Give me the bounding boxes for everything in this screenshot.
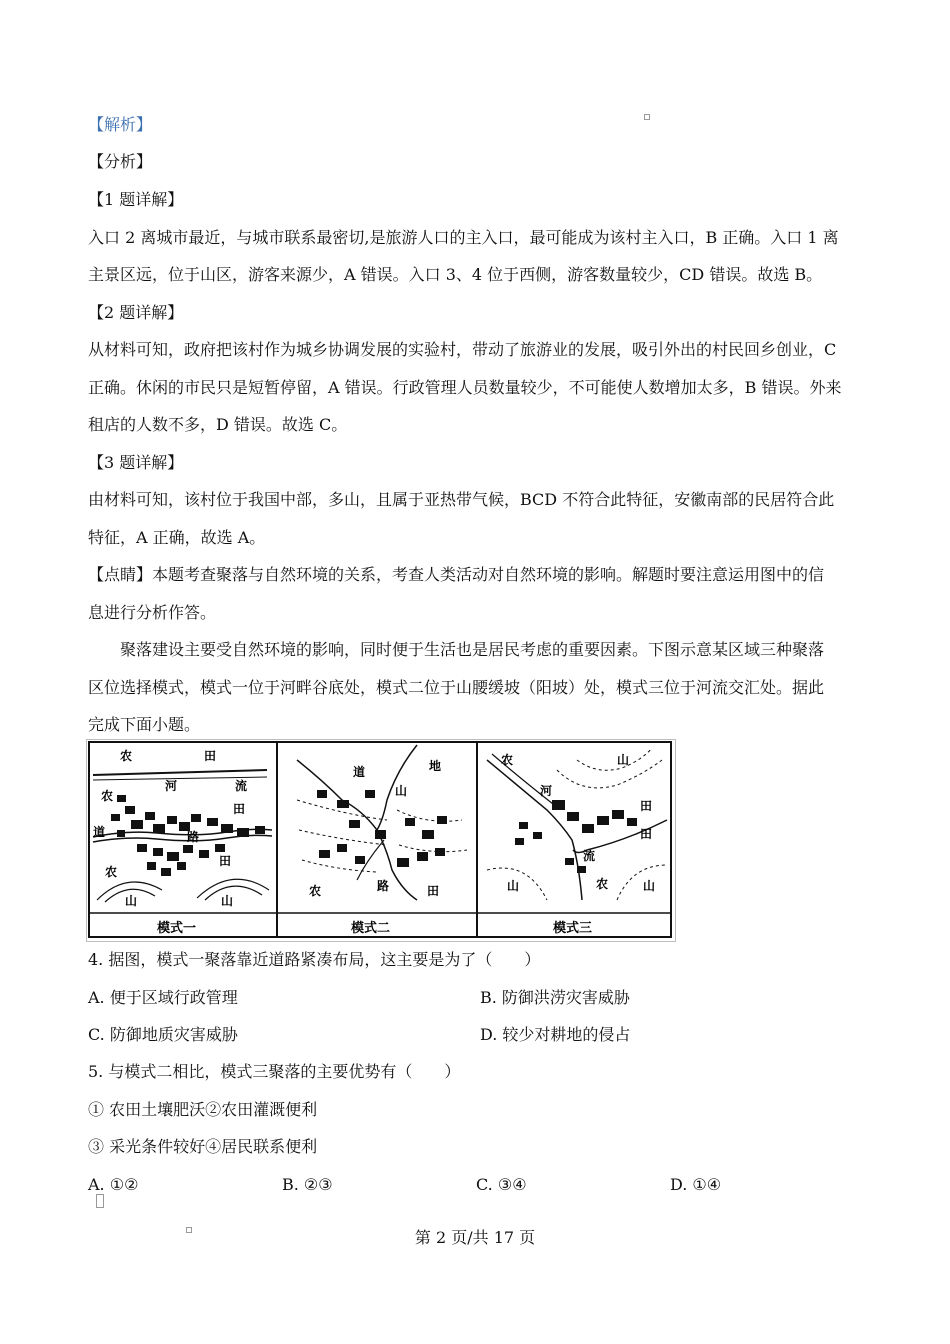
panel3-label: 农 — [501, 753, 514, 767]
panel2-label: 路 — [377, 879, 390, 893]
panel3-label: 田 — [640, 799, 653, 813]
panel3-caption: 模式三 — [553, 921, 593, 936]
panel1-label: 山 — [125, 894, 138, 908]
q4-option-a[interactable]: A. 便于区域行政管理 — [88, 988, 238, 1007]
passage-line-3: 完成下面小题。 — [88, 715, 201, 734]
q1-detail-line-2: 主景区远，位于山区，游客来源少，A 错误。入口 3、4 位于西侧，游客数量较少，CD 错误。故选 B。 — [88, 265, 823, 284]
artifact-mark — [96, 1194, 104, 1208]
panel1-label: 农 — [105, 865, 118, 879]
panel1-label: 田 — [204, 749, 217, 763]
q5-stem: 5. 与模式二相比，模式三聚落的主要优势有（ ） — [88, 1062, 461, 1081]
q2-detail-line-2: 正确。休闲的市民只是短暂停留，A 错误。行政管理人员数量较少，不可能使人数增加太多，B 错误。外来 — [88, 378, 842, 397]
panel1-label: 路 — [187, 830, 200, 844]
panel1-map — [93, 748, 272, 936]
q3-detail-line-1: 由材料可知，该村位于我国中部，多山，且属于亚热带气候，BCD 不符合此特征，安徽南部的民居符合此 — [88, 490, 835, 509]
q2-detail-heading: 【2 题详解】 — [88, 303, 184, 322]
settlement-patterns-svg — [87, 740, 675, 941]
panel2-label: 地 — [429, 759, 442, 773]
q5-items-line-2: ③ 采光条件较好④居民联系便利 — [88, 1137, 318, 1156]
panel1-label: 山 — [221, 894, 234, 908]
passage-line-2: 区位选择模式，模式一位于河畔谷底处，模式二位于山腰缓坡（阳坡）处，模式三位于河流交汇处。据此 — [88, 678, 825, 697]
fenxi-heading: 【分析】 — [88, 152, 153, 171]
panel3-label: 流 — [583, 849, 596, 863]
settlement-patterns-figure — [86, 739, 676, 942]
panel2-label: 田 — [427, 884, 440, 898]
q3-detail-line-2: 特征，A 正确，故选 A。 — [88, 528, 266, 547]
dianjing-line-1: 【点睛】本题考查聚落与自然环境的关系，考查人类活动对自然环境的影响。解题时要注意运用图中的信 — [88, 565, 825, 584]
q1-detail-line-1: 入口 2 离城市最近，与城市联系最密切,是旅游人口的主入口，最可能成为该村主入口，B 正确。入口 1 离 — [88, 228, 839, 247]
panel2-label: 山 — [395, 784, 408, 798]
panel1-caption: 模式一 — [157, 921, 197, 936]
dianjing-line-2: 息进行分析作答。 — [88, 603, 217, 622]
artifact-mark — [644, 114, 650, 120]
panel3-label: 田 — [640, 827, 653, 841]
panel1-label: 农 — [120, 749, 133, 763]
page-footer: 第 2 页/共 17 页 — [414, 1228, 536, 1247]
panel3-label: 山 — [617, 753, 630, 767]
panel3-label: 山 — [643, 879, 656, 893]
panel3-label: 山 — [507, 879, 520, 893]
q2-detail-line-1: 从材料可知，政府把该村作为城乡协调发展的实验村，带动了旅游业的发展，吸引外出的村民回乡创业，C — [88, 340, 837, 359]
passage-line-1: 聚落建设主要受自然环境的影响，同时便于生活也是居民考虑的重要因素。下图示意某区域三种聚落 — [120, 640, 825, 659]
panel3-label: 农 — [596, 877, 609, 891]
panel2-label: 道 — [353, 765, 366, 779]
q5-option-a[interactable]: A. ①② — [88, 1175, 139, 1194]
panel2-caption: 模式二 — [351, 921, 391, 936]
q5-option-c[interactable]: C. ③④ — [476, 1175, 527, 1194]
panel1-label: 农 — [101, 789, 114, 803]
panel1-label: 流 — [235, 779, 248, 793]
q5-items-line-1: ① 农田土壤肥沃②农田灌溉便利 — [88, 1100, 318, 1119]
q5-option-b[interactable]: B. ②③ — [282, 1175, 333, 1194]
q3-detail-heading: 【3 题详解】 — [88, 453, 184, 472]
q4-option-b[interactable]: B. 防御洪涝灾害威胁 — [480, 988, 630, 1007]
panel2-label: 农 — [309, 884, 322, 898]
q2-detail-line-3: 租店的人数不多，D 错误。故选 C。 — [88, 415, 348, 434]
panel3-label: 河 — [540, 784, 553, 798]
panel1-label: 田 — [233, 802, 246, 816]
panel1-label: 道 — [93, 825, 106, 839]
q4-option-d[interactable]: D. 较少对耕地的侵占 — [480, 1025, 631, 1044]
panel3-map — [487, 748, 667, 936]
analysis-header: 【解析】 — [88, 115, 153, 134]
q1-detail-heading: 【1 题详解】 — [88, 190, 184, 209]
panel2-map — [297, 745, 467, 936]
panel1-label: 河 — [165, 779, 178, 793]
q4-option-c[interactable]: C. 防御地质灾害威胁 — [88, 1025, 238, 1044]
panel1-label: 田 — [219, 854, 232, 868]
q5-option-d[interactable]: D. ①④ — [670, 1175, 722, 1194]
q4-stem: 4. 据图，模式一聚落靠近道路紧凑布局，这主要是为了（ ） — [88, 950, 541, 969]
